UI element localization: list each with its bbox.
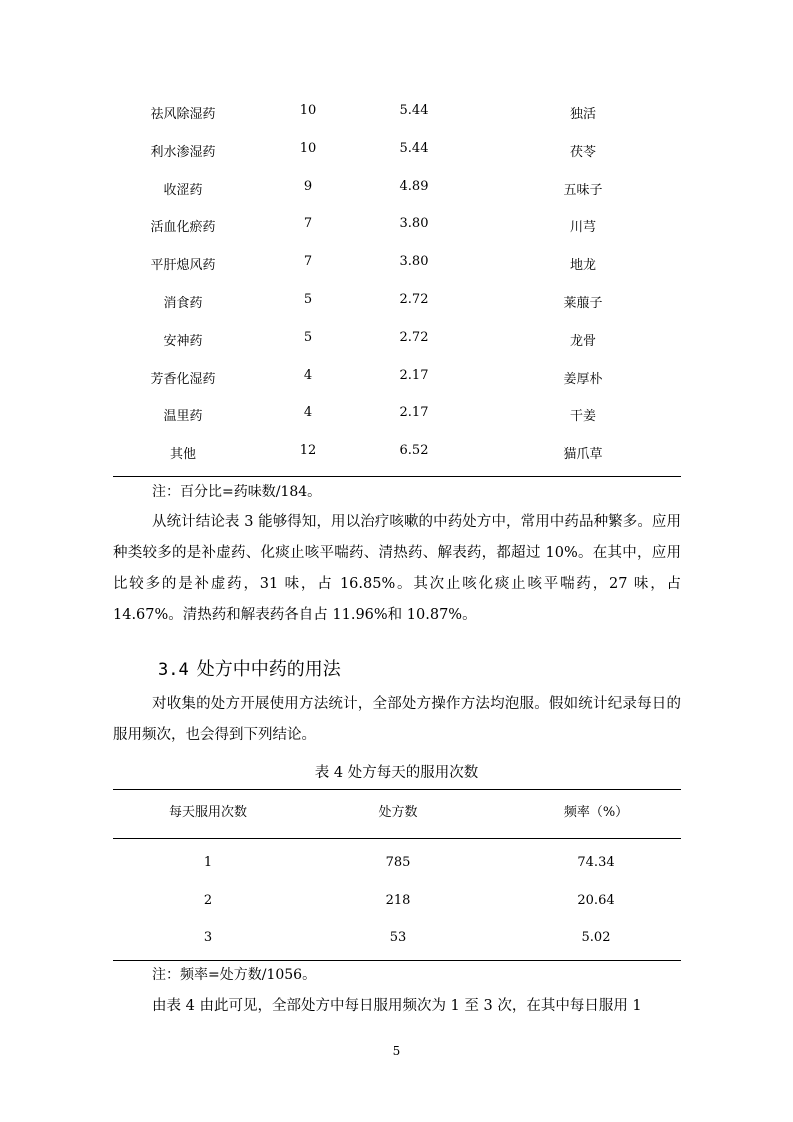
- category-cell: 收涩药: [163, 182, 203, 198]
- table4-body: [113, 845, 681, 958]
- table-row: [113, 920, 681, 958]
- column-header: 处方数: [378, 805, 418, 820]
- percent-cell: 3.80: [399, 254, 429, 270]
- count-cell: 5: [303, 291, 313, 307]
- count-cell: 12: [299, 443, 317, 459]
- paragraph: [113, 689, 681, 751]
- percent-cell: 5.44: [399, 140, 429, 156]
- table-header-row: [113, 791, 681, 829]
- category-cell: 芳香化湿药: [150, 371, 216, 387]
- prescriptions-cell: 785: [385, 855, 411, 870]
- category-cell: 平肝熄风药: [150, 258, 216, 274]
- category-cell: 温里药: [163, 409, 203, 425]
- column-header: 频率（%）: [563, 805, 629, 820]
- table-row: [113, 244, 681, 282]
- percent-cell: 2.72: [399, 329, 429, 345]
- example-cell: 龙骨: [569, 333, 596, 349]
- percent-cell: 3.80: [399, 216, 429, 232]
- category-cell: 安神药: [163, 333, 203, 349]
- category-cell: 利水渗湿药: [150, 144, 216, 160]
- table4-header: [113, 791, 681, 829]
- category-cell: 消食药: [163, 295, 203, 311]
- example-cell: 川芎: [569, 220, 596, 236]
- example-cell: 独活: [569, 107, 596, 122]
- table-row: [113, 395, 681, 433]
- count-cell: 10: [299, 140, 317, 156]
- paragraph-text: 从统计结论表 3 能够得知，用以治疗咳嗽的中药处方中，常用中药品种繁多。应用种类较多的是补虚药、化痰止咳平喘药、清热药、解表药，都超过 10%。在其中，应用比较多的是补虚药，31 味，占 16.85%。其次止咳化痰止咳平喘药，27 味，占 14.67%。清热药和解表药各自占 11.96%和 10.87%。: [113, 514, 681, 623]
- percent-cell: 6.52: [399, 443, 429, 459]
- prescriptions-cell: 53: [389, 930, 407, 945]
- times-cell: 1: [203, 855, 213, 870]
- table-row: [113, 433, 681, 471]
- count-cell: 5: [303, 329, 313, 345]
- count-cell: 4: [303, 405, 313, 421]
- example-cell: 茯苓: [569, 144, 596, 160]
- section-number: 3.4: [158, 660, 189, 680]
- table4-caption: 表 4 处方每天的服用次数: [314, 765, 479, 781]
- table4-note: 注：频率=处方数/1056。: [152, 967, 317, 983]
- category-cell: 其他: [169, 447, 196, 463]
- section-heading: [158, 655, 341, 681]
- percent-cell: 4.89: [399, 178, 429, 194]
- frequency-cell: 74.34: [577, 855, 615, 870]
- table-row: [113, 93, 681, 131]
- paragraph: [113, 991, 681, 1022]
- count-cell: 9: [303, 178, 313, 194]
- frequency-cell: 5.02: [581, 930, 611, 945]
- example-cell: 地龙: [569, 258, 596, 274]
- table-row: [113, 282, 681, 320]
- category-cell: 祛风除湿药: [150, 107, 216, 122]
- paragraph: [113, 507, 681, 631]
- percent-cell: 2.17: [399, 367, 429, 383]
- paragraph-text: 由表 4 由此可见，全部处方中每日服用频次为 1 至 3 次，在其中每日服用 1: [152, 998, 642, 1014]
- example-cell: 莱菔子: [563, 295, 603, 311]
- table-row: [113, 845, 681, 883]
- category-cell: 活血化瘀药: [150, 220, 216, 236]
- example-cell: 姜厚朴: [563, 371, 603, 387]
- table4-bottom-rule: [113, 960, 681, 961]
- table3-bottom-rule: [113, 476, 681, 477]
- example-cell: 干姜: [569, 409, 596, 425]
- table-row: [113, 883, 681, 921]
- page-number: 5: [392, 1044, 401, 1058]
- table3-continuation: [113, 93, 681, 471]
- table-row: [113, 206, 681, 244]
- example-cell: 五味子: [563, 182, 603, 198]
- table4-header-rule: [113, 838, 681, 839]
- times-cell: 3: [203, 930, 213, 945]
- paragraph-text: 对收集的处方开展使用方法统计，全部处方操作方法均泡服。假如统计纪录每日的服用频次，也会得到下列结论。: [113, 696, 681, 743]
- count-cell: 7: [303, 254, 313, 270]
- table4-top-rule: [113, 789, 681, 790]
- times-cell: 2: [203, 892, 213, 908]
- prescriptions-cell: 218: [385, 892, 411, 908]
- section-title: 处方中中药的用法: [196, 659, 341, 680]
- percent-cell: 5.44: [399, 103, 429, 118]
- count-cell: 7: [303, 216, 313, 232]
- frequency-cell: 20.64: [577, 892, 615, 908]
- table-row: [113, 320, 681, 358]
- percent-cell: 2.72: [399, 291, 429, 307]
- table-row: [113, 169, 681, 207]
- count-cell: 10: [299, 103, 317, 118]
- table-row: [113, 358, 681, 396]
- percent-cell: 2.17: [399, 405, 429, 421]
- example-cell: 猫爪草: [563, 447, 603, 463]
- column-header: 每天服用次数: [168, 805, 247, 820]
- table3-note: 注：百分比=药味数/184。: [152, 484, 322, 500]
- count-cell: 4: [303, 367, 313, 383]
- table-row: [113, 131, 681, 169]
